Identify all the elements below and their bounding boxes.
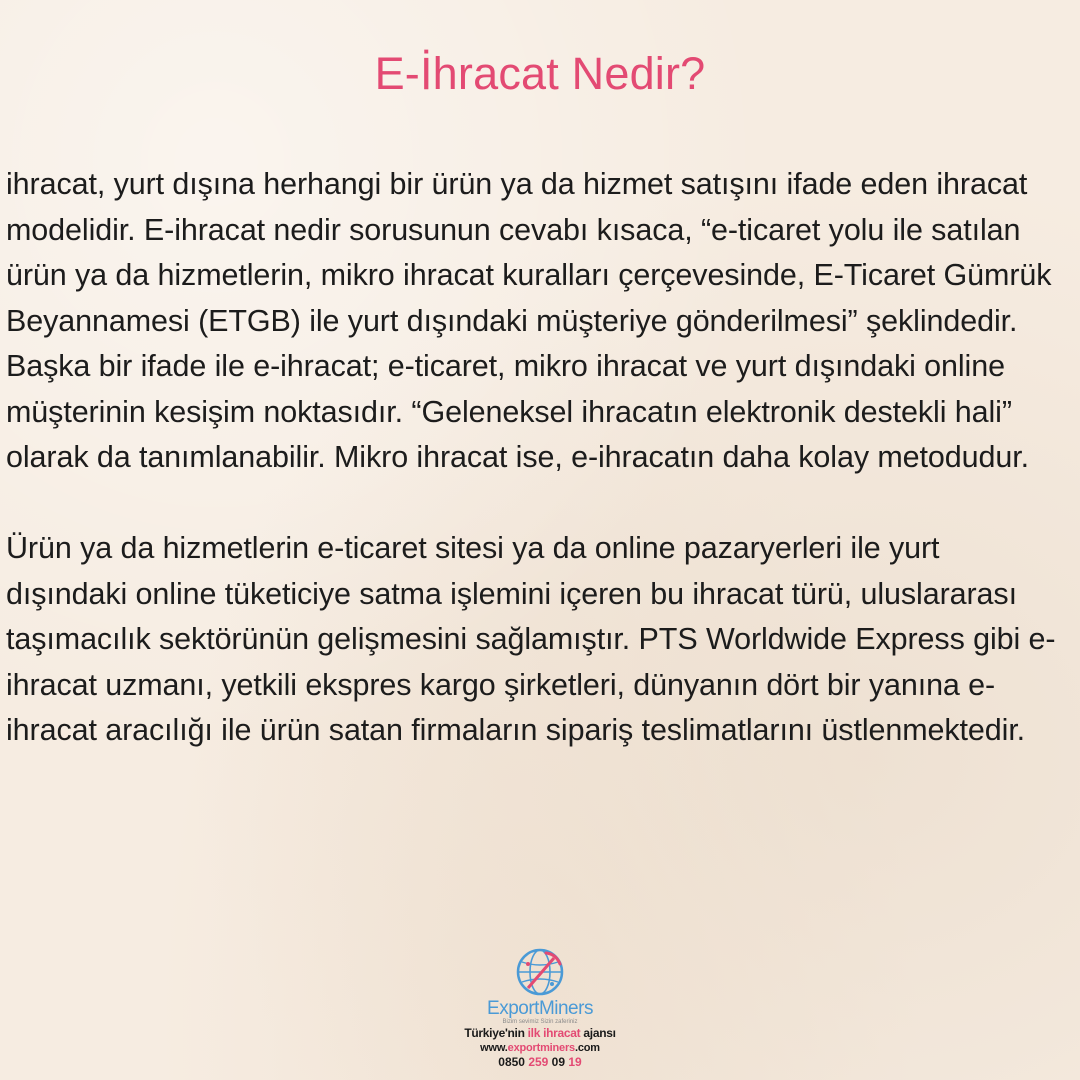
website-link[interactable] <box>420 1041 660 1055</box>
brand-name: ExportMiners <box>487 998 593 1019</box>
phone-part-3: 09 <box>548 1055 569 1069</box>
phone-part-4: 19 <box>568 1055 582 1069</box>
phone-number[interactable] <box>420 1055 660 1069</box>
tagline-part-2: ilk ihracat <box>527 1026 581 1040</box>
globe-pickaxe-icon <box>514 946 566 998</box>
article-body <box>6 162 1066 754</box>
paragraph-1: ihracat, yurt dışına herhangi bir ürün ya da hizmet satışını ifade eden ihracat modelidir. E-ihracat nedir sorusunun cevabı kısaca, “e-ticaret yolu ile satılan ürün ya da hizmetlerin, mikro ihracat kuralları çerçevesinde, E-Ticaret Gümrük Beyannamesi (ETGB) ile yurt dışındaki müşteriye gönderilmesi” şeklindedir. Başka bir ifade ile e-ihracat; e-ticaret, mikro ihracat ve yurt dışındaki online müşterinin kesişim noktasıdır. “Geleneksel ihracatın elektronik destekli hali” olarak da tanımlanabilir. Mikro ihracat ise, e-ihracatın daha kolay metodudur. <box>6 167 1052 474</box>
website-part-2: exportminers <box>507 1042 575 1054</box>
phone-part-1: 0850 <box>498 1055 529 1069</box>
tagline-part-3: ajansı <box>580 1026 616 1040</box>
exportminers-logo[interactable] <box>420 946 660 1080</box>
tagline-part-1: Türkiye'nin <box>464 1026 528 1040</box>
paragraph-2: Ürün ya da hizmetlerin e-ticaret sitesi ya da online pazaryerleri ile yurt dışındaki online tüketiciye satma işlemini içeren bu ihracat türü, uluslararası taşımacılık sektörünün gelişmesini sağlamıştır. PTS Worldwide Express gibi e-ihracat uzmanı, yetkili ekspres kargo şirketleri, dünyanın dört bir yanına e-ihracat aracılığı ile ürün satan firmaların sipariş teslimatlarını üstlenmektedir. <box>6 531 1056 747</box>
website-part-1: www. <box>480 1042 508 1054</box>
website-part-3: .com <box>574 1042 600 1054</box>
phone-part-2: 259 <box>528 1055 549 1069</box>
brand-slogan: Bizim sevimiz Sizin zaferiniz <box>502 1019 578 1025</box>
brand-tagline <box>420 1026 660 1041</box>
page-title: E-İhracat Nedir? <box>374 48 706 99</box>
